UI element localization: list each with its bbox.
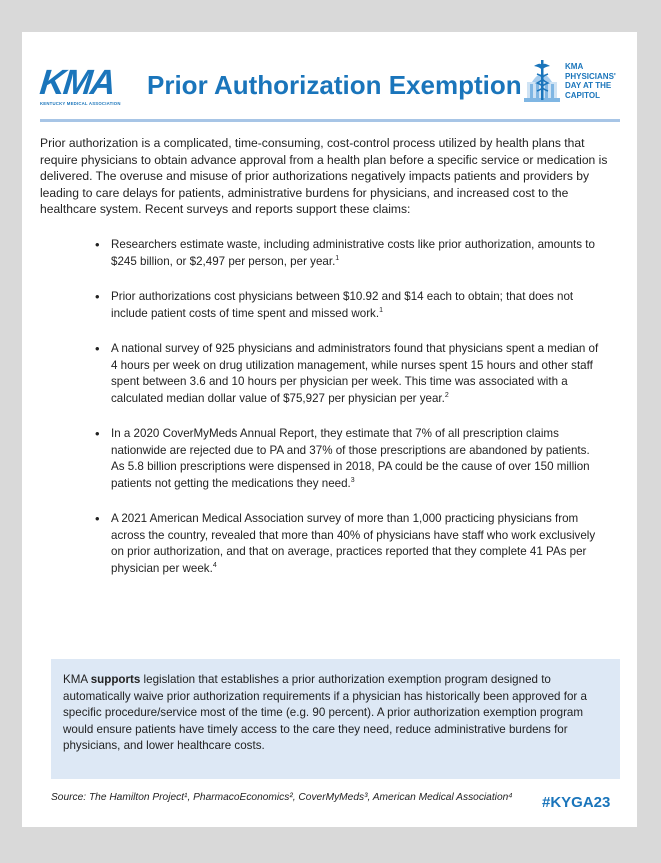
capitol-caduceus-icon — [522, 58, 562, 104]
position-callout — [51, 659, 620, 779]
callout-bold: supports — [90, 673, 141, 686]
callout-text — [63, 672, 611, 755]
physicians-day-badge — [565, 62, 631, 100]
callout-lead: KMA — [63, 673, 91, 686]
header — [22, 32, 637, 124]
kma-logo-subtext: KENTUCKY MEDICAL ASSOCIATION — [40, 101, 121, 106]
kma-logo — [38, 63, 128, 106]
list-item — [95, 511, 605, 577]
badge-line: KMA — [565, 62, 584, 71]
footnote-ref: 4 — [212, 561, 217, 569]
badge-line: PHYSICIANS' — [565, 71, 616, 81]
intro-paragraph: Prior authorization is a complicated, time-consuming, cost-control process utilized by health plans that require physicians to obtain advance approval from a health plan before a specific service or medication is delivered. The overuse and misuse of prior authorizations negatively impacts patients and providers by leading to care delays for patients, administrative burdens for physicians, and increased cost to the healthcare system. Recent surveys and reports support these claims: — [40, 136, 608, 216]
badge-line: DAY AT THE — [565, 81, 612, 90]
footnote-ref: 2 — [444, 391, 449, 399]
list-item — [95, 426, 605, 492]
footnote-ref: 1 — [335, 254, 340, 262]
hashtag: #KYGA23 — [542, 794, 611, 811]
badge-line: CAPITOL — [565, 90, 600, 100]
list-item-text: In a 2020 CoverMyMeds Annual Report, they estimate that 7% of all prescription claims nationwide are rejected due to PA and 37% of those prescriptions are abandoned by patients. As 5.8 billion prescriptions were dispensed in 2018, PA could be the cause of over 150 million patients not getting the medications they need. — [111, 427, 590, 490]
header-divider — [40, 119, 620, 122]
document-page — [22, 32, 637, 827]
list-item — [95, 289, 605, 322]
footnote-ref: 3 — [350, 476, 355, 484]
list-item-text: Researchers estimate waste, including administrative costs like prior authorization, amounts to $245 billion, or $2,497 per person, per year. — [111, 238, 595, 268]
list-item-text: A national survey of 925 physicians and administrators found that physicians spent a median of 4 hours per week on drug utilization management, while nurses spent 15 hours and other staff spent between 3.6 and 10 hours per physician per week. This time was associated with a calculated median dollar value of $75,927 per physician per year. — [111, 342, 599, 405]
footnote-ref: 1 — [379, 306, 383, 314]
list-item-text: Prior authorizations cost physicians between $10.92 and $14 each to obtain; that does not include patient costs of time spent and missed work. — [111, 290, 574, 320]
page-title: Prior Authorization Exemption — [147, 70, 522, 100]
kma-logo-text: KMA — [38, 63, 116, 102]
list-item — [95, 237, 605, 270]
claims-list — [95, 237, 605, 596]
list-item — [95, 341, 605, 407]
list-item-text: A 2021 American Medical Association survey of more than 1,000 practicing physicians from across the country, revealed that more than 40% of physicians have staff who work exclusively on prior authorization, and that on average, practices reported that they complete 41 PAs per physician per week. — [111, 512, 596, 575]
callout-rest: legislation that establishes a prior authorization exemption program designed to automatically waive prior authorization requirements if a physician has historically been approved for a specific procedure/service most of the time (e.g. 90 percent). A prior authorization exemption program would ensure patients have timely access to the care they need, reduce administrative burdens for physicians, and lower healthcare costs. — [63, 673, 587, 752]
source-citation: Source: The Hamilton Project¹, PharmacoEconomics², CoverMyMeds³, American Medical Association⁴ — [51, 792, 513, 803]
